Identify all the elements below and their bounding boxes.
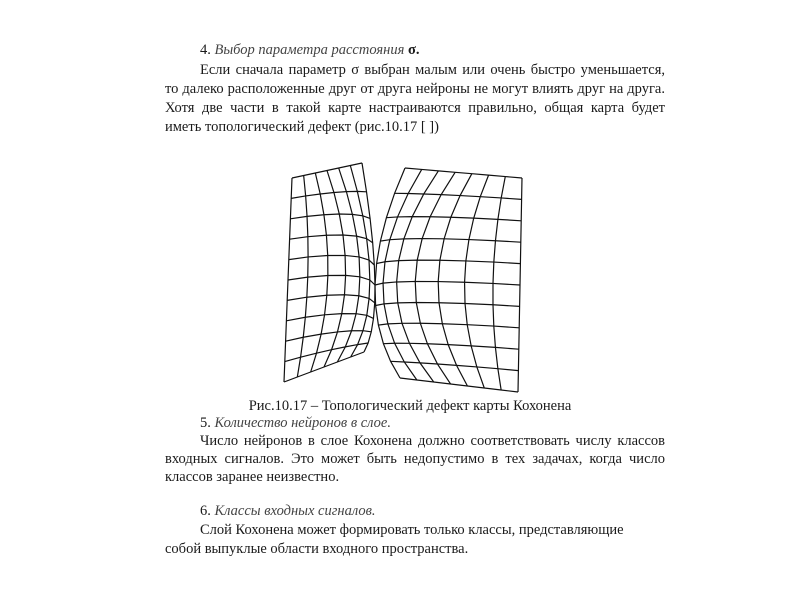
- grid-line: [378, 323, 519, 328]
- grid-line: [337, 168, 360, 362]
- grid-line: [288, 275, 375, 285]
- grid-line: [290, 214, 370, 219]
- right-lobe: [375, 168, 522, 392]
- section-5-heading: [200, 414, 665, 432]
- paragraph-line: Хотя две части в такой карте настраиваются правильно, общая карта будет: [165, 100, 665, 116]
- left-lobe: [284, 163, 375, 382]
- section-number: 6.: [200, 503, 211, 519]
- sigma-symbol: σ.: [407, 42, 420, 58]
- paragraph-line: Слой Кохонена может формировать только классы, представляющие: [200, 522, 624, 538]
- grid-line: [289, 255, 375, 265]
- paragraph-line: Если сначала параметр σ выбран малым или очень быстро уменьшается,: [200, 62, 665, 78]
- grid-line: [311, 173, 328, 372]
- grid-line: [380, 239, 520, 243]
- figure-caption: Рис.10.17 – Топологический дефект карты Кохонена: [248, 398, 572, 414]
- grid-line: [285, 343, 368, 362]
- paragraph-line: собой выпуклые области входного пространства.: [165, 541, 469, 557]
- grid-line: [405, 168, 522, 178]
- grid-line: [291, 191, 366, 198]
- grid-line: [290, 235, 373, 243]
- section-number: 5.: [200, 415, 211, 431]
- section-6-heading: [200, 502, 665, 520]
- grid-line: [386, 217, 521, 221]
- paragraph-line: входных сигналов. Это может быть недопустимо в тех задачах, когда число: [165, 451, 665, 467]
- grid-line: [375, 168, 405, 378]
- section-title: Количество нейронов в слое.: [214, 415, 391, 431]
- section-title: Классы входных сигналов.: [214, 503, 376, 519]
- grid-line: [383, 343, 518, 349]
- section-number: 4.: [200, 42, 211, 58]
- grid-line: [376, 302, 520, 306]
- grid-line: [415, 172, 455, 384]
- grid-line: [286, 314, 373, 321]
- grid-line: [465, 175, 489, 388]
- grid-line: [438, 174, 472, 386]
- paragraph-line: то далеко расположенные друг от друга нейроны не могут влиять друг на друга.: [165, 81, 665, 97]
- paragraph-line: классов заранее неизвестно.: [165, 469, 340, 485]
- section-title: Выбор параметра расстояния: [214, 42, 405, 58]
- paragraph-line: Число нейронов в слое Кохонена должно соответствовать числу классов: [200, 433, 665, 449]
- grid-line: [286, 331, 372, 342]
- grid-line: [287, 295, 375, 303]
- grid-line: [284, 352, 364, 382]
- grid-line: [397, 171, 439, 382]
- paragraph-line: иметь топологический дефект (рис.10.17 [ ]): [165, 119, 439, 135]
- grid-line: [395, 193, 522, 199]
- grid-line: [297, 176, 308, 378]
